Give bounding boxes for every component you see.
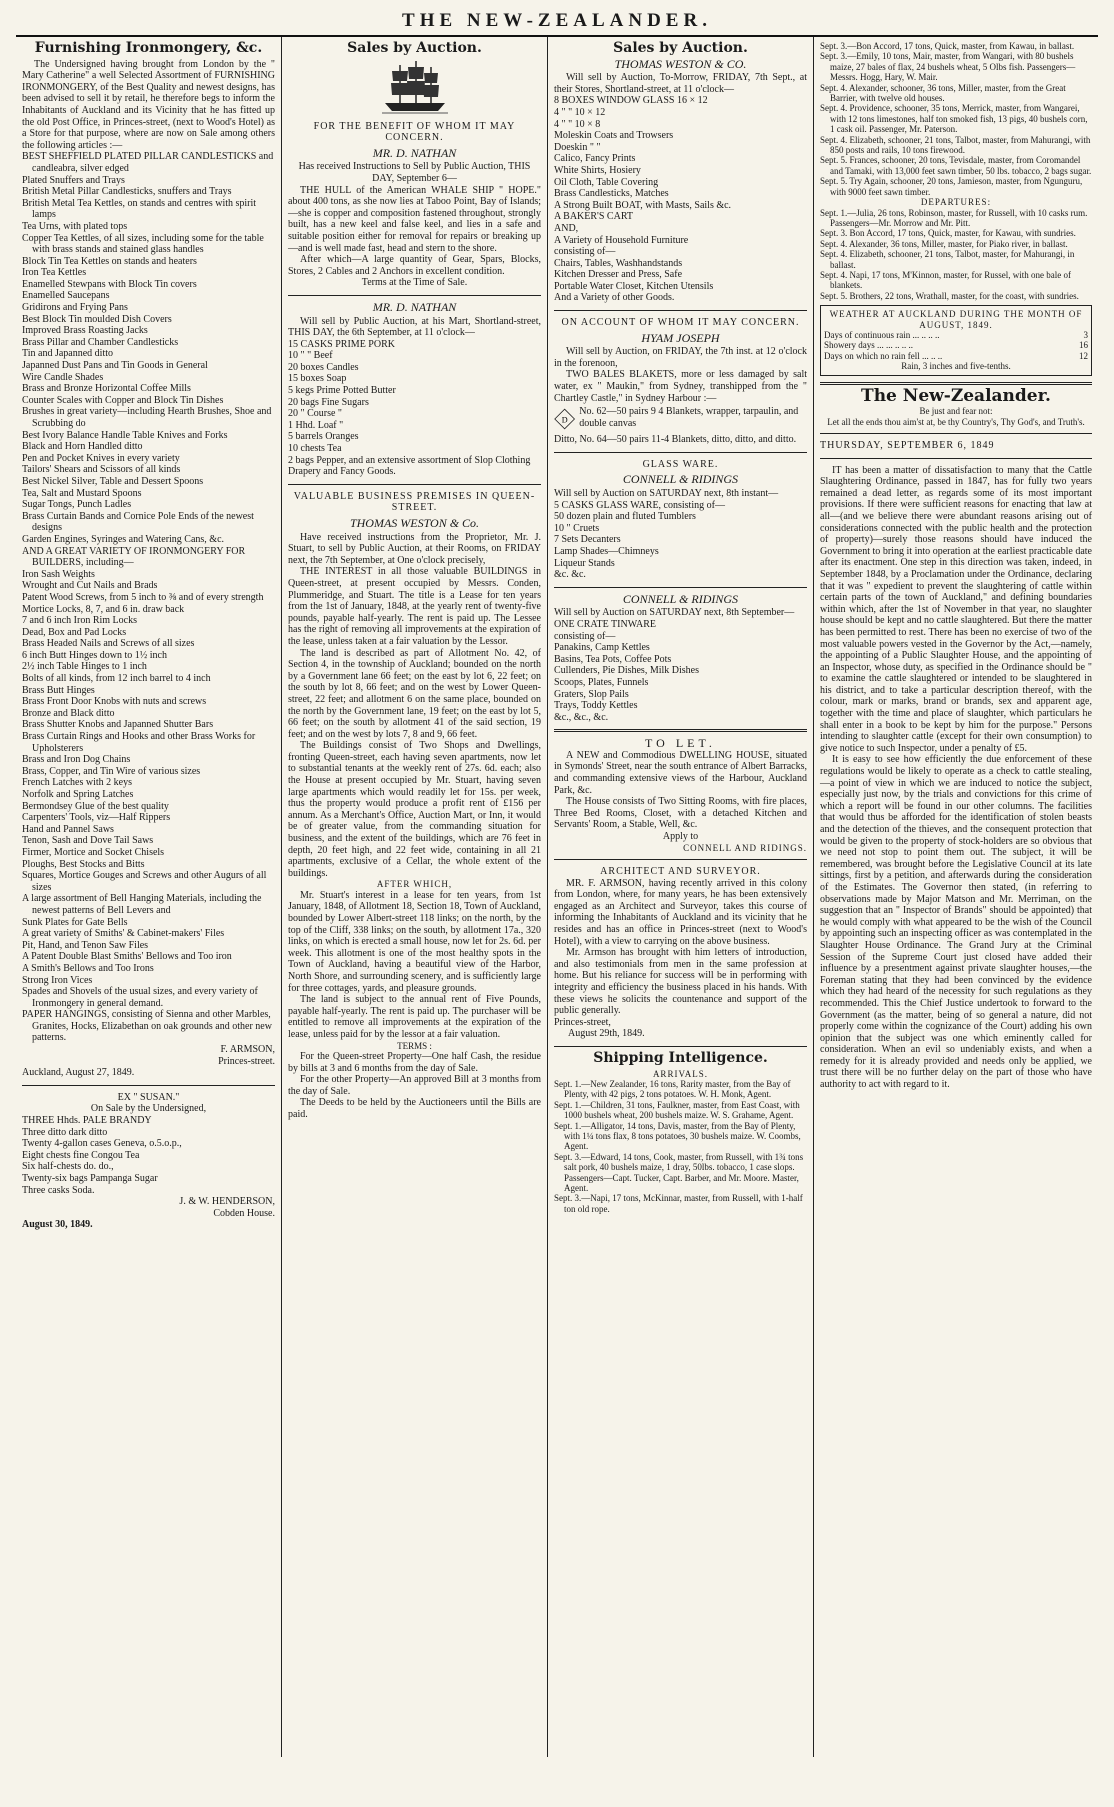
account-heading: ON ACCOUNT OF WHOM IT MAY CONCERN. [561,317,800,329]
list-item: &c., &c., &c. [554,711,609,723]
list-item: A Variety of Household Furniture [554,234,689,246]
list-item: Six half-chests do. do., [22,1161,114,1173]
list-item: 20 bags Fine Sugars [288,396,369,408]
list-item: Bronze and Black ditto [22,707,115,719]
list-item: 2 bags Pepper, and an extensive assortment of Slop Clothing [288,454,531,466]
shipping-entry: Sept. 4. Elizabeth, schooner, 21 tons, Talbot, master, from Mahurangi, with 850 posts and rails, 10 tons firewood. [820,134,1091,156]
list-item: 15 boxes Soap [288,373,347,385]
shipping-entry: Sept. 3.—Bon Accord, 17 tons, Quick, master, from Kawau, in ballast. [820,41,1075,51]
ex-susan-heading: EX " SUSAN." [117,1091,180,1103]
list-item: 7 and 6 inch Iron Rim Locks [22,615,137,627]
list-item: Moleskin Coats and Trowsers [554,130,674,142]
list-item: 7 Sets Decanters [554,534,621,546]
list-item: 50 dozen plain and fluted Tumblers [554,511,696,523]
whale-ship-text: THE HULL of the American WHALE SHIP " HOPE." about 400 tons, as she now lies at Taboo Point, Bay of Islands;—she is copper and composition fastened throughout, strongly built, has a new keel and false keel, and lies in a safe and suitable position either for removal for repairs or breaking up—and is well made fast, head and stern to the shore. [288,184,541,254]
list-item: Hand and Pannel Saws [22,823,114,835]
after-which-heading: AFTER WHICH, [376,879,453,890]
premises-text: The land is subject to the annual rent of Five Pounds, payable half-yearly. The rent is paid up. The purchaser will be entitled to remove all improvements at the expiration of the lease, unless paid for by the lessor at a fair valuation. [288,994,541,1040]
architect-text: Mr. Armson has brought with him letters of introduction, and also testimonials from men in the same profession at home. But his reliance for success will be in performing with integrity and efficiency the business placed in his hands. With these views he solicits the countenance and support of the public generally. [554,947,807,1017]
column-3 [548,37,814,1757]
premises-heading: VALUABLE BUSINESS PREMISES IN QUEEN-STREET. [293,490,536,514]
list-item: Best Block Tin moulded Dish Covers [22,313,172,325]
list-item: consisting of— [554,246,616,258]
list-item: 10 " " Beef [288,350,333,362]
list-item: Copper Tea Kettles, of all sizes, including some for the table with brass stands and stained glass handles [22,232,264,256]
weather-heading: WEATHER AT AUCKLAND DURING THE MONTH OF AUGUST, 1849. [829,309,1083,330]
editorial-text: It is easy to see how efficiently the due enforcement of these regulations would be likely to operate as a check to cattle stealing,—a point of view in which we are induced to notice the subject, especially just now, by the trials and convictions for this crime of which a report will be found in our other columns. The facilities that would thus be afforded for the identification of stolen beasts and the detection of the thieves, and the consequent protection that would be given to the property of stock-holders are so obvious that we need not stop to point them out. The subject, it will be remembered, was brought before the Legislative Council at its late sittings, first by a petition, and afterwards during the consideration of the Estimates. The Governor then stated, (in referring to observations made by Major Matson and Mr. Merriman, on the suggestion that an " Inspector of Brands" should be appointed) that he would comply with what appeared to be the wish of the Council by appointing such an inspecting officer as was contemplated in the Slaughter House Ordinance. The Grand Jury at the Criminal Session of the Supreme Court just closed have added their influence by a presentment against private slaughter houses,—the Foreman stating that they had been convinced by the evidence which they had heard of the necessity for such regulations as they recommended. This the Chief Justice undertook to forward to the Government (as the matter, being of so general a nature, did not properly come within the cognizance of the Court) adding his own opinion that the subject was one which eminently called for consideration. When an evil so undeniably exists, and when a remedy for it is already provided and needs only be applied, we trust there will be no further delay on the part of those who have authority to act with regard to it. [820,754,1092,1091]
list-item: Pen and Pocket Knives in every variety [22,452,180,464]
auction-intro: Will sell by Auction on SATURDAY next, 8th September— [554,607,795,619]
list-item: Calico, Fancy Prints [554,153,636,165]
ironmongery-intro: The Undersigned having brought from London by the " Mary Catherine" a well Selected Assortment of FURNISHING IRONMONGERY, of the Best Quality and newest designs, has been advised to sell it by retail, he therefore begs to inform the Inhabitants of Auckland and its Vicinity that he has fitted up the old Post Office, in Princes-street, (next to Wood's Hotel) as a Store for that purpose, where are now on Sale among others the following articles :— [22,58,275,151]
list-item: Scoops, Plates, Funnels [554,676,649,688]
list-item: Firmer, Mortice and Socket Chisels [22,846,165,858]
shipping-entry: Sept. 1.—New Zealander, 16 tons, Rarity master, from the Bay of Plenty, with 42 pigs, 2 tons potatoes. W. H. Monk, Agent. [554,1078,791,1100]
list-item: British Metal Tea Kettles, on stands and centres with spirit lamps [22,197,257,221]
benefit-heading: FOR THE BENEFIT OF WHOM IT MAY CONCERN. [313,120,516,144]
list-item: Improved Brass Roasting Jacks [22,325,148,337]
list-item: consisting of— [554,630,616,642]
glass-heading: GLASS WARE. [642,458,719,470]
departures-heading: DEPARTURES: [920,197,992,208]
divider [820,458,1092,459]
list-item: 6 inch Butt Hinges down to 1½ inch [22,649,167,661]
departures-list [820,208,1092,302]
list-item: Iron Tea Kettles [22,267,87,279]
list-item: 4 " " 10 × 12 [554,106,606,118]
weather-table [824,330,1088,361]
weather-label: Showery days ... ... .. .. .. [824,340,913,351]
list-item: Garden Engines, Syringes and Watering Cans, &c. [22,533,225,545]
list-item: French Latches with 2 keys [22,777,132,789]
list-item: 5 CASKS GLASS WARE, consisting of— [554,499,725,511]
list-item: AND, [554,222,579,234]
list-item: Sunk Plates for Gate Bells [22,916,128,928]
column-4 [814,37,1098,1757]
list-item: Brass Front Door Knobs with nuts and screws [22,696,207,708]
list-item: THREE Hhds. PALE BRANDY [22,1115,152,1127]
ex-susan-list [22,1115,275,1196]
list-item: Liqueur Stands [554,557,615,569]
list-item: Carpenters' Tools, viz—Half Rippers [22,812,171,824]
list-item: Lamp Shades—Chimneys [554,545,659,557]
weather-value: 16 [1079,340,1088,351]
paper-title: The New-Zealander. [861,385,1051,406]
auctioneer-name: MR. D. NATHAN [372,145,457,160]
list-item: Tea, Salt and Mustard Spoons [22,487,142,499]
weather-row [824,330,1088,340]
ex-susan-sign: J. & W. HENDERSON, [179,1196,275,1208]
to-let-heading: TO LET. [645,736,716,751]
list-item: Dead, Box and Pad Locks [22,626,127,638]
shipping-entry: Sept. 5. Frances, schooner, 20 tons, Tevisdale, master, from Coromandel and Tamaki, with 13,000 feet sawn timber, 50 lbs. tobacco, 2 bags sugar. [820,155,1092,176]
list-item: AND A GREAT VARIETY OF IRONMONGERY FOR BUILDERS, including— [22,545,246,569]
divider [288,484,541,485]
editorial-text: IT has been a matter of dissatisfaction to many that the Cattle Slaughtering Ordinance, passed in 1847, has for fully two years remained a dead letter, as regards some of its most important provisions. If there were sufficient reasons for enacting that law at all—(and we believe there were abundant reasons arising out of considerations connected with the public health and the protection of property)—surely those reasons should have induced the Government to bring it into operation at the earliest practicable date after its enactment. One step in this direction was taken, indeed, in September 1848, by a Proclamation under the Ordinance, declaring that it was " expedient to prevent the slaughtering of cattle within certain parts of the town of Auckland," and defining boundaries within which, after the 1st of November in that year, no slaughter house should be kept and no cattle slaughtered. But there the matter has been permitted to rest. There has been no exercise of two of the most valuable powers vested in the Governor by the Act,—namely, the appointing of a Public Slaughter House, and the appointing of an Inspector, whose duty, as specified in the Ordinance should be " to examine the cattle slaughtered or intended to be slaughtered in his district, and to take a particular description thereof, with the colour, mark or marks, brand or brands, sex and apparent age, together with the time and place of slaughter, which particulars he shall enter in a book to be kept by him for the purpose." Persons intending to slaughter cattle (except for their own consumption) to give notice to such Inspector, under a penalty of £5. [820,464,1092,754]
weather-row [824,351,1088,361]
shipping-entry: Sept. 4. Alexander, schooner, 36 tons, Miller, master, from the Great Barrier, with twelve old houses. [820,82,1066,104]
architect-text: MR. F. ARMSON, having recently arrived in this colony from London, where, for many years, he has been extensively engaged as an Architect and Surveyor, takes this course of informing the Inhabitants of Auckland and its vicinity that he resides and has an office in Princes-street (next to Wood's Hotel), with a view to carrying on the above business. [554,877,807,947]
sales-heading: Sales by Auction. [347,40,482,56]
premises-text: For the other Property—An approved Bill at 3 months from the day of Sale. [288,1074,541,1097]
premises-text: Mr. Stuart's interest in a lease for ten years, from 1st January, 1848, of Allotment 18, Section 18, Town of Auckland, bounded by Lower Albert-street 118 links; on the north, by the top of the Cliff, 338 links; on the south, by allotment 17a., 320 links, on which is erected a small house, now let for 2s. 6d. per week. This allotment is one of the most healthy spots in the Town of Auckland, having a beautiful view of the Harbor, North Shore, and surrounding scenery, and is sufficiently large for three cottages, yards, and pleasure grounds. [288,889,541,994]
weather-label: Days of continuous rain ... .. .. .. [824,329,940,340]
terms-heading: TERMS : [397,1040,432,1051]
list-item: Tenon, Sash and Dove Tail Saws [22,835,154,847]
list-item: Brushes in great variety—including Hearth Brushes, Shoe and Scrubbing do [22,406,272,429]
tinware-list [554,619,807,723]
list-item: Bolts of all kinds, from 12 inch barrel to 4 inch [22,673,211,685]
list-item: Brass and Iron Dog Chains [22,754,131,766]
list-item: Pit, Hand, and Tenon Saw Files [22,939,149,951]
shipping-entry: Sept. 5. Try Again, schooner, 20 tons, Jamieson, master, from Ngunguru, with 9000 feet sawn timber. [820,176,1083,197]
list-item: Black and Horn Handled ditto [22,441,143,453]
list-item: Panakins, Camp Kettles [554,642,650,654]
list-item: Wrought and Cut Nails and Brads [22,580,158,592]
shipping-entry: Sept. 4. Alexander, 36 tons, Miller, master, for Piako river, in ballast. [820,238,1068,249]
list-item: PAPER HANGINGS, consisting of Sienna and other Marbles, Granites, Hocks, Elizabethan on oak grounds and other new patterns. [22,1009,272,1044]
dateline: THURSDAY, SEPTEMBER 6, 1849 [820,440,995,451]
ironmongery-date: Auckland, August 27, 1849. [22,1067,135,1079]
list-item: And a Variety of other Goods. [554,292,675,304]
list-item: Drapery and Fancy Goods. [288,466,396,478]
auction-intro: Will sell by Auction, To-Morrow, FRIDAY, 7th Sept., at their Stores, Shortland-street, at 11 o'clock— [554,72,807,95]
list-item: Brass Headed Nails and Screws of all sizes [22,638,195,650]
list-item: Mortice Locks, 8, 7, and 6 in. draw back [22,603,185,615]
weather-note: Rain, 3 inches and five-tenths. [901,361,1011,372]
list-item: 15 CASKS PRIME PORK [288,338,395,350]
list-item: Norfolk and Spring Latches [22,789,134,800]
list-item: A large assortment of Bell Hanging Materials, including the newest patterns of Bell Levers and [22,893,262,916]
blankets-text: TWO BALES BLAKETS, more or less damaged by salt water, ex " Maukin," from Sydney, transhipped from the " Chartley Castle," in Sydney Harbour :— [554,369,807,404]
list-item: 5 barrels Oranges [288,431,359,443]
motto-line-2: Let all the ends thou aim'st at, be thy Country's, Thy God's, and Truth's. [827,416,1085,427]
to-let-text: The House consists of Two Sitting Rooms, with fire places, Three Bed Rooms, Closet, with a detached Kitchen and Servants' Room, a Stable, Well, &c. [554,796,807,831]
weather-row [824,340,1088,350]
list-item: Tin and Japanned ditto [22,348,114,360]
arrivals-heading: ARRIVALS. [652,1068,709,1079]
list-item: Patent Wood Screws, from 5 inch to ⅜ and of every strength [22,591,264,603]
auctioneer-name: CONNELL & RIDINGS [622,591,739,606]
apply-who: CONNELL AND RIDINGS. [683,842,807,853]
architect-place: Princes-street, [554,1016,611,1028]
glassware-list [554,500,807,581]
list-item: Best Ivory Balance Handle Table Knives and Forks [22,429,228,441]
list-item: 2½ inch Table Hinges to 1 inch [22,661,147,673]
list-item: Eight chests fine Congou Tea [22,1149,140,1161]
after-which-text: After which—A large quantity of Gear, Spars, Blocks, Stores, 2 Cables and 2 Anchors in excellent condition. [288,254,541,277]
divider [554,452,807,453]
list-item: Brass Pillar and Chamber Candlesticks [22,336,179,348]
auctioneer-name: HYAM JOSEPH [641,330,720,345]
divider [288,295,541,296]
list-item: A Smith's Bellows and Too Irons [22,962,154,974]
list-item: A great variety of Smiths' & Cabinet-makers' Files [22,928,225,940]
divider [554,310,807,311]
divider [820,433,1092,434]
apply-to: Apply to [662,831,699,843]
ironmongery-signer-place: Princes-street. [218,1055,275,1067]
mark-letter: D [561,415,568,425]
ironmongery-heading: Furnishing Ironmongery, &c. [34,40,263,56]
auction-intro: Will sell by Auction, on FRIDAY, the 7th inst. at 12 o'clock in the forenoon, [554,346,807,369]
list-item: ONE CRATE TINWARE [554,618,657,630]
list-item: Wire Candle Shades [22,371,104,383]
divider [22,1085,275,1086]
shipping-entry: Sept. 1.—Children, 31 tons, Faulkner, master, from East Coast, with 1000 bushels wheat, 200 bushels maize. W. S. Grahame, Agent. [554,1099,800,1121]
window-glass-list [554,95,807,304]
weather-value: 12 [1079,350,1088,361]
list-item: 5 kegs Prime Potted Butter [288,385,396,397]
list-item: Best Nickel Silver, Table and Dessert Spoons [22,475,204,487]
list-item: A Strong Built BOAT, with Masts, Sails &c. [554,199,732,211]
shipping-entry: Sept. 4. Napi, 17 tons, M'Kinnon, master, for Russel, with one bale of blankets. [820,269,1071,291]
terms-text: Terms at the Time of Sale. [361,277,468,289]
diamond-mark-icon [554,406,575,432]
list-item: BEST SHEFFIELD PLATED PILLAR CANDLESTICKS and candleabra, silver edged [22,151,274,174]
shipping-entry: Sept. 1.—Alligator, 14 tons, Davis, master, from the Bay of Plenty, with 1¼ tons flax, 8 tons potatoes, 30 bushels maize. W. Coombs, Agent. [554,1120,801,1152]
ex-susan-sub: On Sale by the Undersigned, [90,1103,207,1115]
premises-text: The Buildings consist of Two Shops and Dwellings, fronting Queen-street, each having seven apartments, now let to substantial tenants at the weekly rent of 27s. 6d. each; also the House at present occupied by Mr. Stuart, having seven large apartments which would readily let for 15s. per week, thus the property would produce a profit rent of £156 per annum. As a Merchant's Office, Auction Mart, or Inn, it would be of greater value, from the commanding situation for business, and the extent of the buildings, which are 76 feet in depth, 20 feet high, and 22 feet wide, containing in all 21 apartments, exclusive of a Cellar, the whole extent of the buildings. [288,740,541,879]
list-item: Japanned Dust Pans and Tin Goods in General [22,360,208,372]
column-2 [282,37,548,1757]
divider [554,859,807,860]
list-item: British Metal Pillar Candlesticks, snuffers and Trays [22,186,232,198]
ironmongery-signer: F. ARMSON, [220,1044,275,1056]
shipping-entry: Sept. 5. Brothers, 22 tons, Wrathall, master, for the coast, with sundries. [820,290,1079,301]
list-item: Brass Curtain Bands and Cornice Pole Ends of the newest designs [22,510,254,534]
list-item: Brass Curtain Rings and Hooks and other Brass Works for Upholsterers [22,731,256,754]
list-item: 10 chests Tea [288,443,342,455]
list-item: Twenty-six bags Pampanga Sugar [22,1173,158,1184]
auctioneer-name: CONNELL & RIDINGS [622,472,739,487]
divider [554,729,807,732]
list-item: Brass, Copper, and Tin Wire of various sizes [22,765,201,777]
shipping-entry: Sept. 3.—Emily, 10 tons, Mair, master, from Wangari, with 80 bushels maize, 27 bales of flax, 24 bushels wheat, 5 Olbs fish. Passengers—Messrs. Hogg, Hary, W. Mair. [820,51,1076,83]
list-item: Cullenders, Pie Dishes, Milk Dishes [554,665,699,677]
motto-line-1: Be just and fear not: [919,406,993,417]
list-item: Kitchen Dresser and Press, Safe [554,269,683,281]
shipping-entry: Sept. 4. Providence, schooner, 35 tons, Merrick, master, from Wangarei, with 12 tons limestones, half ton smoked fish, 13 pigs, 40 bushels corn, 1 cask oil. Passenger, Mr. Paterson. [820,103,1088,135]
shipping-entry: Sept. 4. Elizabeth, schooner, 21 tons, Talbot, master, for Mahurangi, in ballast. [820,249,1075,270]
ship-icon [288,59,541,117]
shipping-heading: Shipping Intelligence. [593,1049,768,1066]
list-item: Brass Butt Hinges [22,684,95,696]
divider [820,382,1092,385]
sales-heading: Sales by Auction. [613,40,748,56]
ironmongery-list [22,151,275,1044]
list-item: 4 " " 10 × 8 [554,118,601,130]
list-item: Chairs, Tables, Washhandstands [554,257,683,269]
shipping-entry: Sept. 3. Bon Accord, 17 tons, Quick, master, for Kawau, with sundries. [820,228,1076,239]
list-item: &c. &c. [554,569,586,581]
premises-text: The Deeds to be held by the Auctioneers until the Bills are paid. [288,1097,541,1120]
premises-text: THE INTEREST in all those valuable BUILDINGS in Queen-street, at present occupied by Messrs. Conden, Plummeridge, and Stuart. The title is a Lease for ten years from the 1st of January, 1848, at the yearly rent of twenty-five pounds, payable half-yearly. The rent is paid up. The Lessee has the right of removing all improvements at the expiration of the lease, unless taken at a fair valuation by the Lessor. [288,566,541,647]
list-item: Ploughs, Best Stocks and Bitts [22,858,145,870]
list-item: 10 " Cruets [554,522,600,534]
arrivals-list [554,1079,807,1214]
auction-intro: Will sell by Public Auction, at his Mart, Shortland-street, THIS DAY, the 6th September, at 11 o'clock— [288,315,541,339]
list-item: Three casks Soda. [22,1184,95,1196]
architect-heading: ARCHITECT AND SURVEYOR. [600,866,761,878]
list-item: 20 " Course " [288,408,342,420]
list-item: Enamelled Saucepans [22,290,110,302]
columns [16,37,1098,1757]
pork-list [288,339,541,478]
list-item: White Shirts, Hosiery [554,164,641,176]
list-item: Counter Scales with Copper and Block Tin Dishes [22,394,224,406]
list-item: Sugar Tongs, Punch Ladles [22,499,132,511]
newspaper-page [16,8,1098,1783]
auction-intro: Has received Instructions to Sell by Public Auction, THIS DAY, September 6— [298,161,531,184]
to-let-text: A NEW and Commodious DWELLING HOUSE, situated in Symonds' Street, near the south entrance of Albert Barracks, and commanding extensive views of the Harbour, Auckland Park, &c. [554,749,807,796]
list-item: Graters, Slop Pails [554,688,629,700]
blankets-lot: No. 62—50 pairs 9 4 Blankets, wrapper, tarpaulin, and double canvas [579,406,799,429]
list-item: A BAKER'S CART [554,211,633,223]
divider [554,587,807,588]
list-item: Trays, Toddy Kettles [554,700,638,712]
auctioneer-name: THOMAS WESTON & CO. [614,56,747,71]
list-item: Strong Iron Vices [22,974,93,986]
list-item: 8 BOXES WINDOW GLASS 16 × 12 [554,95,708,107]
bale-mark-row [554,406,807,432]
weather-box [820,305,1092,375]
list-item: Twenty 4-gallon cases Geneva, o.5.o.p., [22,1138,182,1150]
architect-date: August 29th, 1849. [568,1028,645,1040]
list-item: Oil Cloth, Table Covering [554,176,659,188]
divider [554,1046,807,1047]
auction-intro: Will sell by Auction on SATURDAY next, 8th instant— [554,488,779,499]
list-item: Gridirons and Frying Pans [22,302,128,314]
arrivals-list [820,41,1092,197]
shipping-entry: Sept. 1.—Julia, 26 tons, Robinson, master, for Russell, with 10 casks rum. Passengers—Mr. Morrow and Mr. Pitt. [820,207,1088,228]
list-item: Doeskin " " [554,141,601,153]
premises-intro: Have received instructions from the Proprietor, Mr. J. Stuart, to sell by Public Auction, at their Rooms, on FRIDAY next, the 7th September, at One o'clock precisely, [288,531,541,566]
list-item: Brass Shutter Knobs and Japanned Shutter Bars [22,719,214,731]
masthead: THE NEW-ZEALANDER. [16,8,1098,37]
list-item: Tea Urns, with plated tops [22,220,128,232]
column-1 [16,37,282,1757]
blankets-lot: Ditto, No. 64—50 pairs 11-4 Blankets, ditto, ditto, and ditto. [554,434,797,446]
list-item: Enamelled Stewpans with Block Tin covers [22,278,197,290]
list-item: Three ditto dark ditto [22,1126,108,1138]
premises-text: The land is described as part of Allotment No. 42, of Section 4, in the township of Auckland; bounded on the north by a Government lane 66 feet; on the east by lot 6, 22 feet; on the south by lot 8, 66 feet; and on the west by Lower Queen-street, 22 feet; and allotment 6 on the same place, bounded on the north by the Government lane, 19 feet; on the east by lot 5, 66 feet; on the south by allotment 41 of the said section, 19 feet; and on the west by lots 7, 8 and 9, 66 feet. [288,647,541,740]
shipping-entry: Sept. 3.—Napi, 17 tons, McKinnar, master, from Russell, with 1-half ton old rope. [554,1193,803,1214]
ex-susan-date: August 30, 1849. [22,1219,93,1231]
auctioneer-name: MR. D. NATHAN [372,299,457,314]
list-item: Spades and Shovels of the usual sizes, and every variety of Ironmongery in general demand. [22,986,258,1009]
list-item: Bermondsey Glue of the best quality [22,800,169,812]
shipping-entry: Sept. 3.—Edward, 14 tons, Cook, master, from Russell, with 1¾ tons salt pork, 40 bushels maize, 1 dray, 50lbs. tobacco, 1 case slops. Passengers—Capt. Tucker, Capt. Barber, and Mr. Moore. Master, Agent. [554,1151,804,1193]
ex-susan-place: Cobden House. [213,1207,275,1219]
list-item: Brass and Bronze Horizontal Coffee Mills [22,383,191,395]
list-item: Plated Snuffers and Trays [22,174,125,186]
list-item: Squares, Mortice Gouges and Screws and other Augurs of all sizes [22,870,267,893]
list-item: Block Tin Tea Kettles on stands and heaters [22,255,197,267]
list-item: Brass Candlesticks, Matches [554,188,669,200]
weather-value: 3 [1083,329,1088,340]
list-item: 20 boxes Candles [288,361,359,373]
list-item: Iron Sash Weights [22,568,95,580]
weather-label: Days on which no rain fell ... .. .. [824,350,943,361]
premises-text: For the Queen-street Property—One half Cash, the residue by bills at 3 and 6 months from the day of Sale. [288,1050,541,1074]
list-item: 1 Hhd. Loaf " [288,419,344,431]
list-item: Portable Water Closet, Kitchen Utensils [554,280,714,292]
auctioneer-name: THOMAS WESTON & Co. [349,516,480,530]
list-item: Tailors' Shears and Scissors of all kinds [22,464,181,476]
list-item: A Patent Double Blast Smiths' Bellows and Too iron [22,951,232,963]
list-item: Basins, Tea Pots, Coffee Pots [554,653,672,665]
